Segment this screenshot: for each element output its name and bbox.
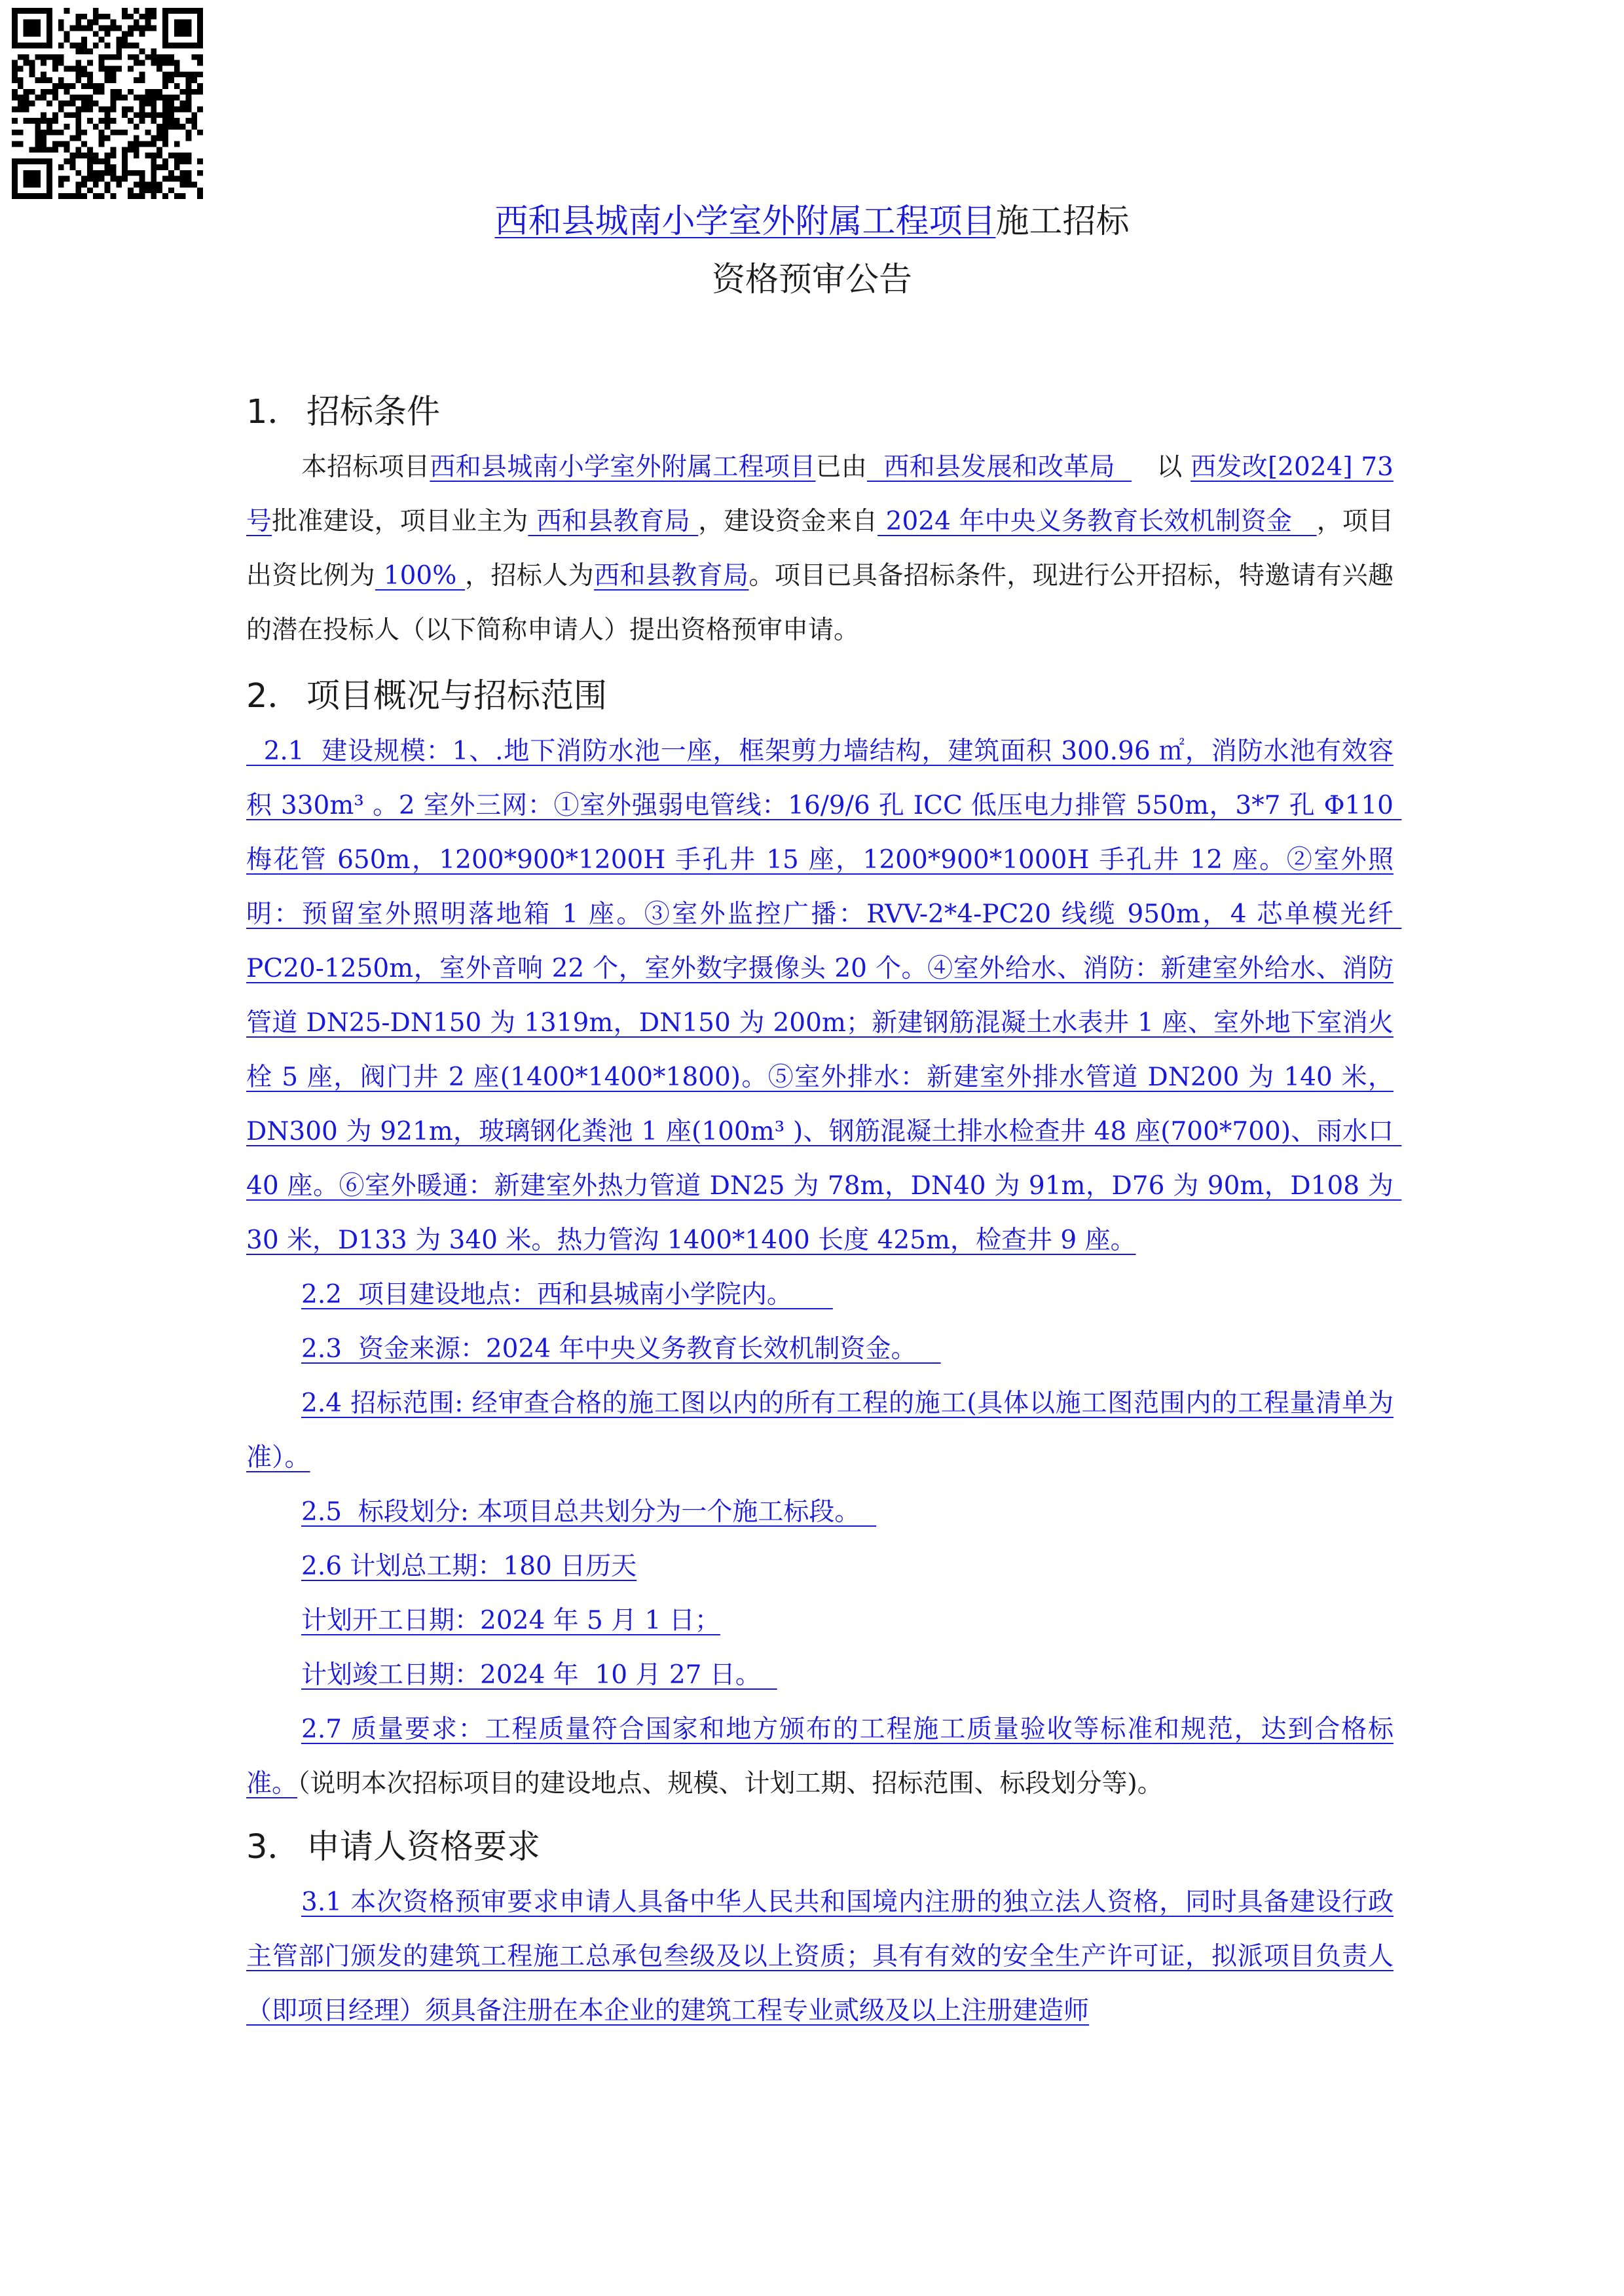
section-3-heading: 3． 申请人资格要求 (246, 1828, 541, 1867)
paragraph-2-6-end: 计划竣工日期：2024 年 10 月 27 日。 (301, 1660, 777, 1690)
qr-code (12, 8, 203, 199)
tenderer-field[interactable]: 西和县教育局 (594, 561, 749, 591)
paragraph-2-6-start: 计划开工日期：2024 年 5 月 1 日； (301, 1606, 720, 1635)
paragraph-2-3: 2.3 资金来源：2024 年中央义务教育长效机制资金。 (301, 1334, 941, 1364)
ratio-field[interactable]: 100% (375, 561, 466, 591)
section-2-heading: 2． 项目概况与招标范围 (246, 677, 608, 716)
paragraph-2-1: 2.1 建设规模：1、.地下消防水池一座，框架剪力墙结构，建筑面积 300.96 ㎡，消防水池有效容积 330m³ 。2 室外三网：①室外强弱电管线：16/9/6 孔 ICC 低压电力排管 550m，3*7 孔 Φ110 梅花管 650m，1200*900*1200H 手孔井 15 座，1200*900*1000H 手孔井 12 座。②室外照明：预留室外照明落地箱 1 座。③室外监控广播：RVV-2*4-PC20 线缆 950m，4 芯单模光纤 PC20-1250m，室外音响 22 个，室外数字摄像头 20 个。④室外给水、消防：新建室外给水、消防管道 DN25-DN150 为 1319m，DN150 为 200m；新建钢筋混凝土水表井 1 座、室外地下室消火栓 5 座，阀门井 2 座(1400*1400*1800)。⑤室外排水：新建室外排水管道 DN200 为 140 米，DN300 为 921m，玻璃钢化粪池 1 座(100m³ )、钢筋混凝土排水检查井 48 座(700*700)、雨水口 40 座。⑥室外暖通：新建室外热力管道 DN25 为 78m，DN40 为 91m，D76 为 90m，D108 为 30 米，D133 为 340 米。热力管沟 1400*1400 长度 425m，检查井 9 座。 (246, 737, 1402, 1255)
paragraph-2-6: 2.6 计划总工期：180 日历天 (301, 1552, 637, 1581)
paragraph-2-5: 2.5 标段划分: 本项目总共划分为一个施工标段。 (301, 1497, 877, 1527)
approval-doc-field[interactable]: 西发改[2024] 73 号 (246, 452, 1393, 536)
paragraph-2-2: 2.2 项目建设地点：西和县城南小学院内。 (301, 1280, 833, 1309)
title-project-link[interactable]: 西和县城南小学室外附属工程项目 (494, 202, 996, 241)
title-suffix: 施工招标 (995, 202, 1130, 241)
paragraph-2-4: 2.4 招标范围: 经审查合格的施工图以内的所有工程的施工(具体以施工图范围内的工程量清单为准）。 (246, 1389, 1393, 1472)
section-1-heading: 1． 招标条件 (246, 393, 441, 431)
owner-field[interactable]: 西和县教育局 (528, 507, 699, 536)
paragraph-2-7: 2.7 质量要求：工程质量符合国家和地方颁布的工程施工质量验收等标准和规范，达到合格标准。（说明本次招标项目的建设地点、规模、计划工期、招标范围、标段划分等)。 (246, 1715, 1393, 1798)
approver-field[interactable]: 西和县发展和改革局 (867, 452, 1132, 482)
document-title (0, 198, 1624, 246)
fund-field[interactable]: 2024 年中央义务教育长效机制资金 (877, 507, 1317, 536)
document-subtitle: 资格预审公告 (711, 261, 912, 299)
paragraph-3-1: 3.1 本次资格预审要求申请人具备中华人民共和国境内注册的独立法人资格，同时具备建设行政主管部门颁发的建筑工程施工总承包叁级及以上资质；具有有效的安全生产许可证，拟派项目负责人（即项目经理）须具备注册在本企业的建筑工程专业贰级及以上注册建造师 (246, 1887, 1393, 2026)
paragraph-2-7-note: （说明本次招标项目的建设地点、规模、计划工期、招标范围、标段划分等)。 (297, 1769, 1163, 1798)
project-name-link[interactable]: 西和县城南小学室外附属工程项目 (430, 452, 816, 482)
section-1-paragraph: 本招标项目西和县城南小学室外附属工程项目已由 西和县发展和改革局 以 西发改[2024] 73 号批准建设，项目业主为 西和县教育局 ，建设资金来自 2024 年中央义务教育长效机制资金 ，项目出资比例为 100% ，招标人为西和县教育局。项目已具备招标条件，现进行公开招标，特邀请有兴趣的潜在投标人（以下简称申请人）提出资格预审申请。 (246, 452, 1393, 645)
document-body (246, 378, 1402, 2038)
